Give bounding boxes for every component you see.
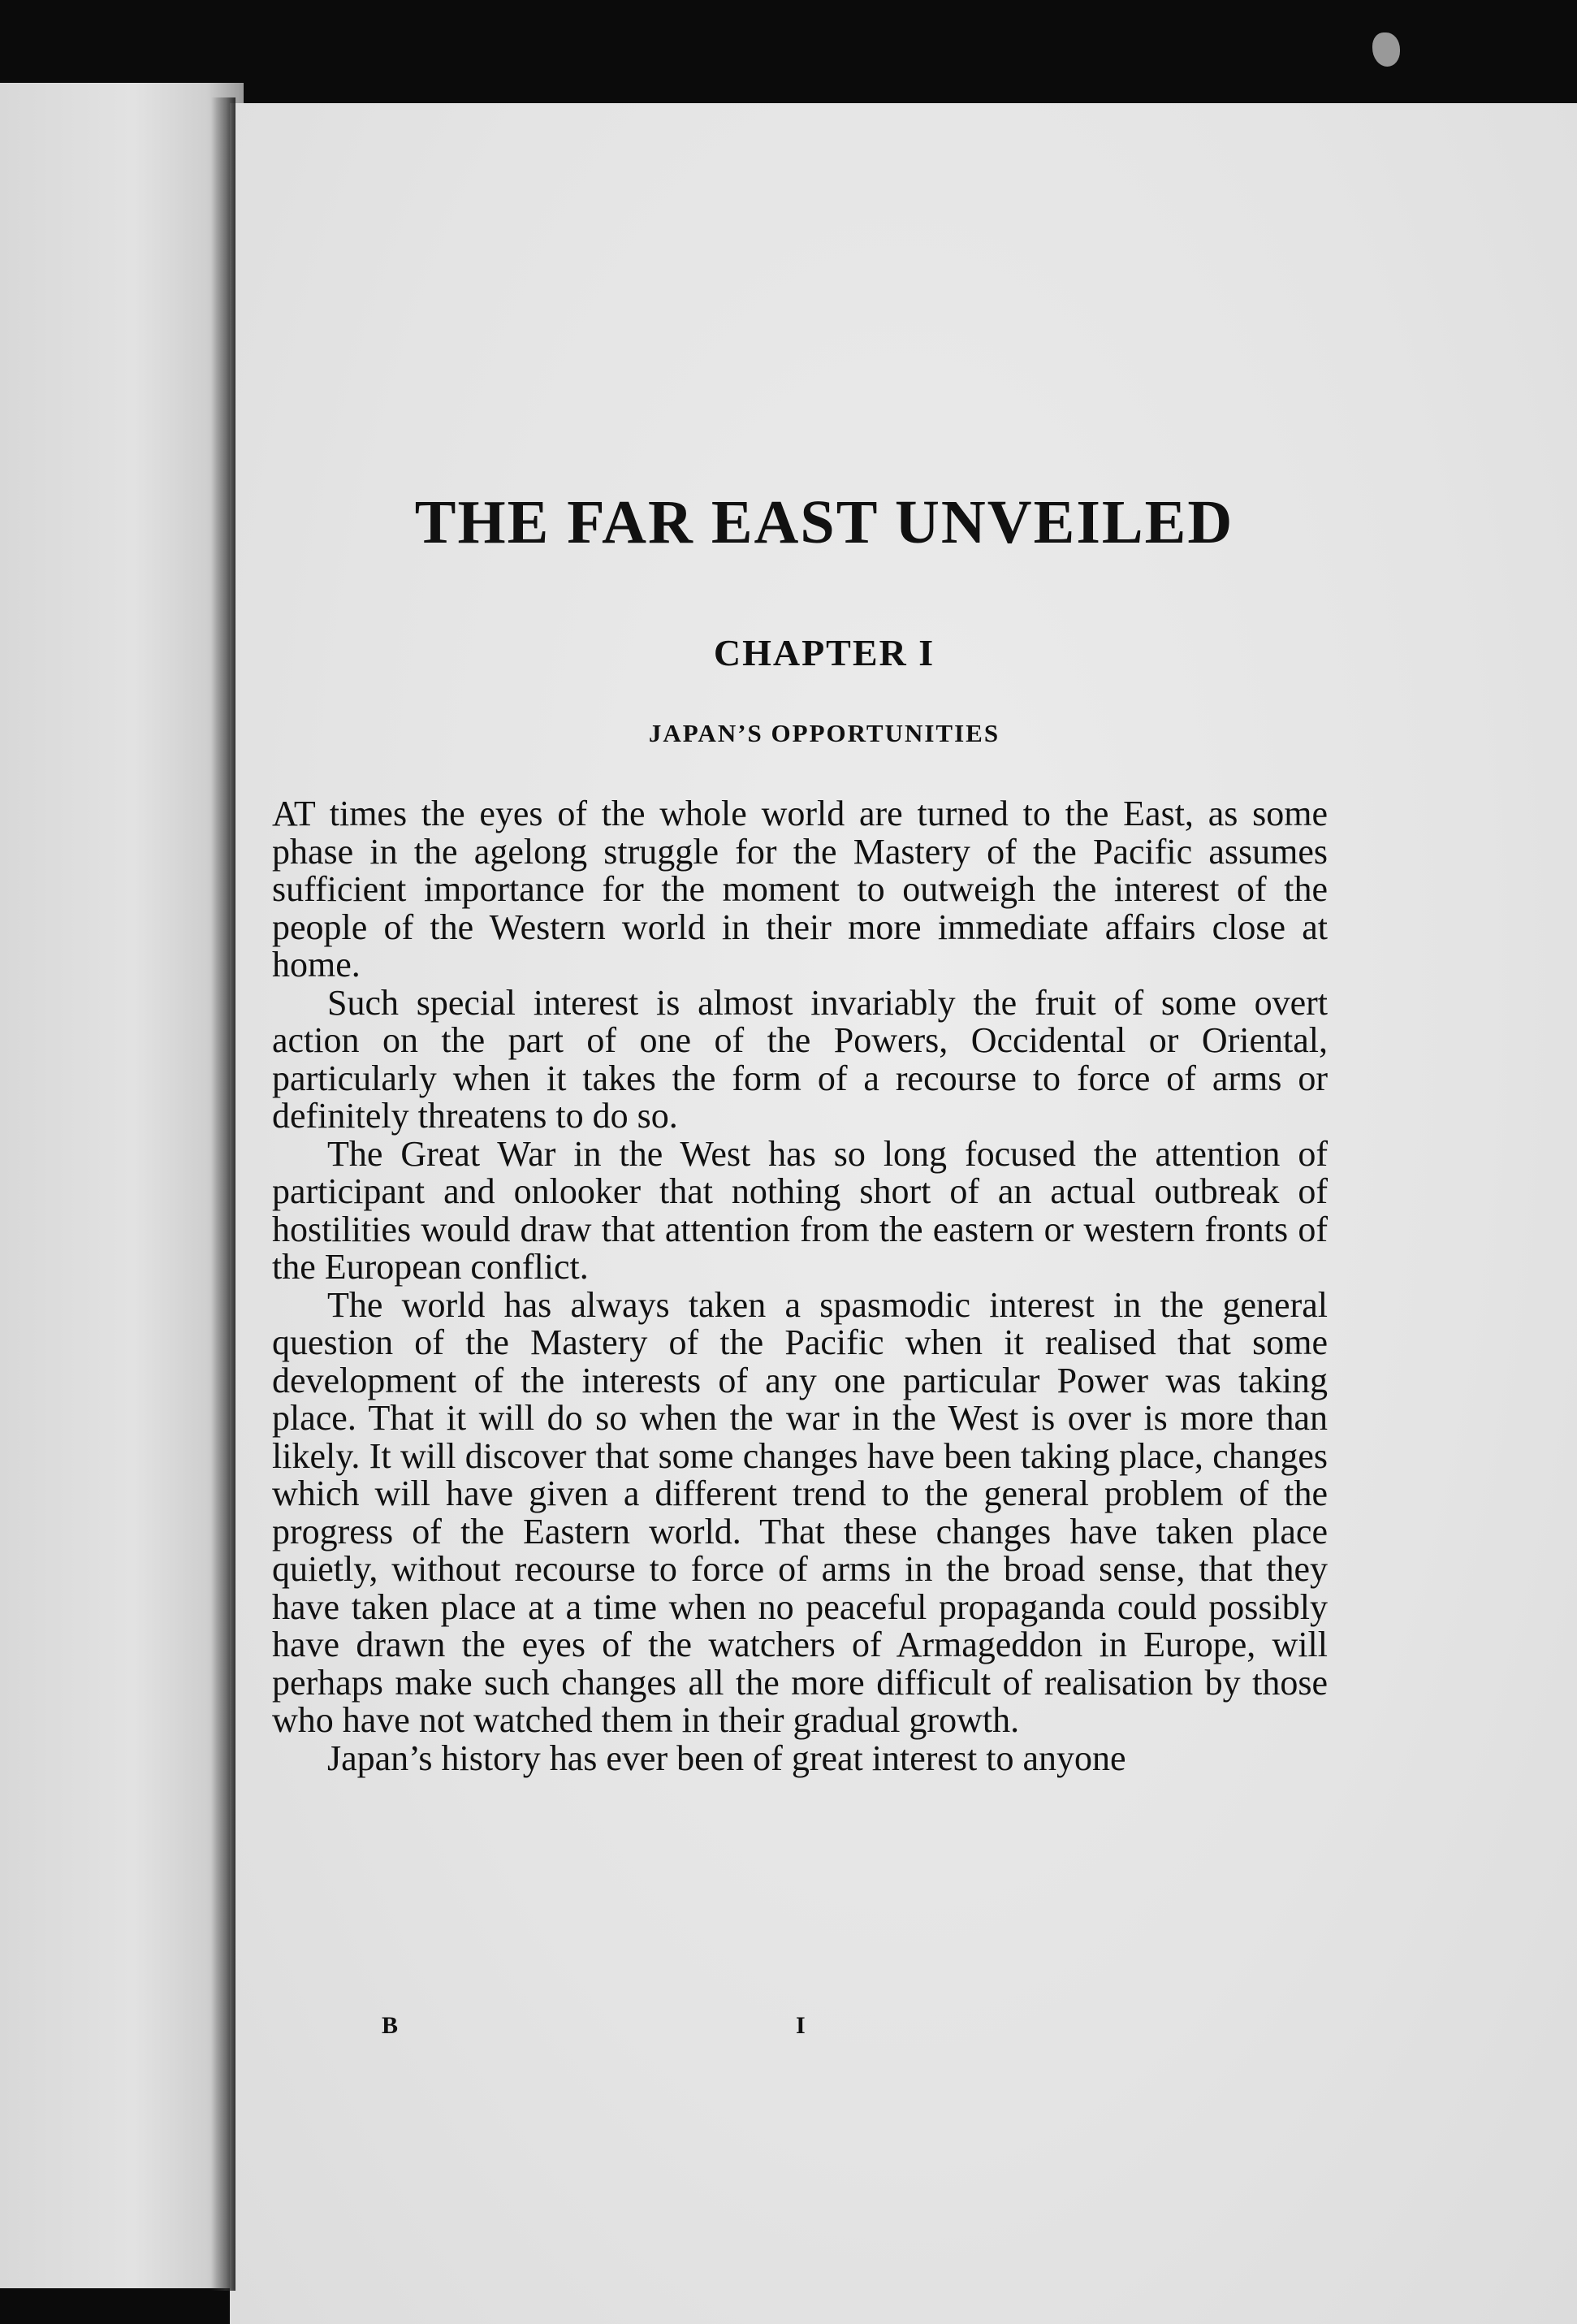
scan-speck [1372,32,1400,67]
signature-mark: B [382,2012,399,2039]
chapter-subtitle: JAPAN’S OPPORTUNITIES [648,719,1000,747]
page-gutter-shadow [211,97,235,2291]
page-footer [382,2012,1031,2053]
page-number: I [796,2012,806,2039]
paragraph: AT times the eyes of the whole world are turned to the East, as some phase in the agelong struggle for the Mastery of the Pacific assumes sufficient importance for the moment to outweigh the interest of the people of the Western world in their more immediate affairs close at home. [272,794,1328,985]
paragraph: Japan’s history has ever been of great interest to anyone [327,1738,1126,1778]
book-title: THE FAR EAST UNVEILED [414,488,1234,556]
chapter-body [272,795,1328,1777]
paragraph: The Great War in the West has so long focused the attention of participant and onlooker that nothing short of an actual outbreak of hostilities would draw that attention from the eastern or western fronts of the European conflict. [272,1133,1328,1287]
chapter-heading: CHAPTER I [713,632,935,673]
left-page-edge [0,83,244,2288]
paragraph: Such special interest is almost invariably the fruit of some overt action on the part of one of the Powers, Occidental or Oriental, particularly when it takes the form of a recourse to force of arms or definitely threatens to do so. [272,982,1328,1136]
page-content [272,487,1344,1777]
paragraph: The world has always taken a spasmodic interest in the general question of the Mastery of the Pacific when it realised that some development of the interests of any one particular Power was taking place. That it will do so when the war in the West is over is more than likely. It will discover that some changes have been taking place, changes which will have given a different trend to the general problem of the progress of the Eastern world. That these changes have taken place quietly, without recourse to force of arms in the broad sense, that they have taken place at a time when no peaceful propaganda could possibly have drawn the eyes of the watchers of Armageddon in Europe, will perhaps make such changes all the more difficult of realisation by those who have not watched them in their gradual growth. [272,1284,1328,1740]
